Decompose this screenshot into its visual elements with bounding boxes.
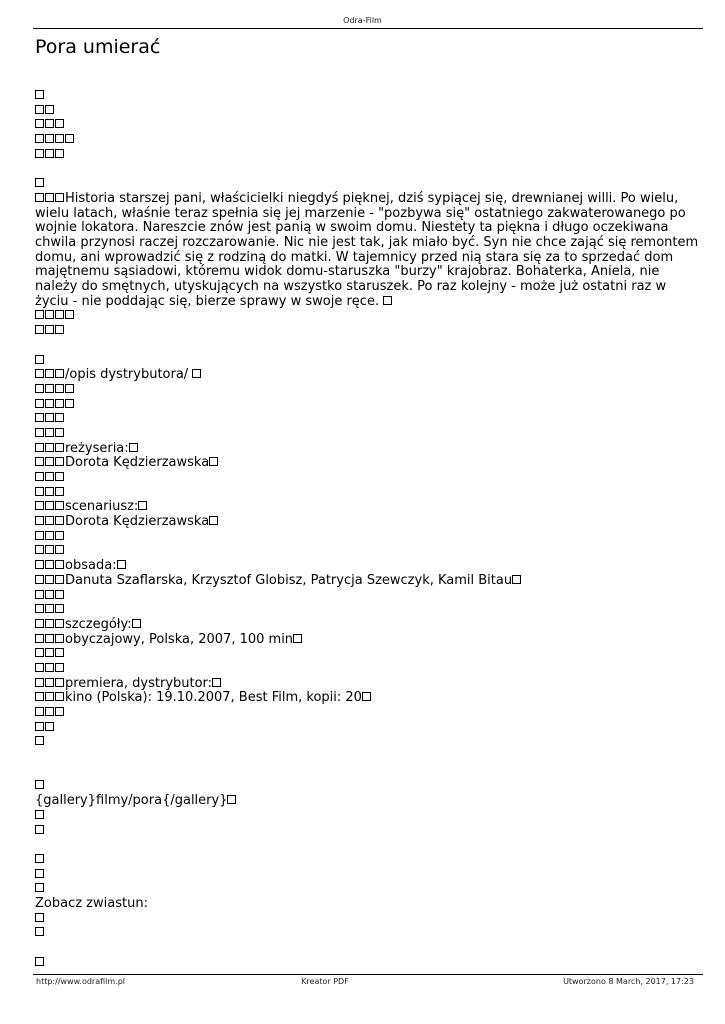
credit-label-line <box>35 677 703 692</box>
credit-label-line <box>35 559 703 574</box>
placeholder-glyph-line <box>35 177 703 192</box>
director-label: reżyseria: <box>65 440 129 456</box>
premiere-value: kino (Polska): 19.10.2007, Best Film, kopii: 20 <box>65 690 362 706</box>
placeholder-glyph-line <box>35 412 703 427</box>
cast-label: obsada: <box>65 558 117 574</box>
placeholder-glyph-line <box>35 133 703 148</box>
placeholder-glyph-line <box>35 148 703 163</box>
header-divider <box>33 28 703 29</box>
film-description <box>35 192 703 310</box>
placeholder-glyph-line <box>35 882 703 897</box>
gallery-tag: {gallery}filmy/pora{/gallery} <box>35 793 228 809</box>
placeholder-glyph-line <box>35 544 703 559</box>
placeholder-glyph-line <box>35 779 703 794</box>
placeholder-glyph-line <box>35 809 703 824</box>
placeholder-glyph-line <box>35 868 703 883</box>
placeholder-glyph-line <box>35 89 703 104</box>
placeholder-glyph-line <box>35 471 703 486</box>
placeholder-glyph-line <box>35 603 703 618</box>
premiere-label: premiera, dystrybutor: <box>65 675 213 691</box>
placeholder-glyph-line <box>35 118 703 133</box>
placeholder-glyph-line <box>35 530 703 545</box>
placeholder-glyph-line <box>35 398 703 413</box>
placeholder-glyph-line <box>35 956 703 971</box>
placeholder-glyph-line <box>35 324 703 339</box>
placeholder-glyph-line <box>35 104 703 119</box>
placeholder-glyph-line <box>35 647 703 662</box>
credit-value-line <box>35 574 703 589</box>
placeholder-glyph-line <box>35 824 703 839</box>
source-note: /opis dystrybutora/ <box>65 367 189 383</box>
writer-label: scenariusz: <box>65 499 139 515</box>
footer-created-date: Utworzono 8 March, 2017, 17:23 <box>563 977 694 986</box>
placeholder-glyph-line <box>35 706 703 721</box>
placeholder-glyph-line <box>35 589 703 604</box>
film-description-text: Historia starszej pani, właścicielki niegdyś pięknej, dziś sypiącej się, drewnianej willi. Po wielu, wielu latach, właśnie teraz spełnia się jej marzenie - "pozbywa się" ostatniego zakwaterowanego po wojnie lokatora. Nareszcie znów jest panią w swoim domu. Niestety ta piękna i długo oczekiwana chwila przynosi raczej rozczarowanie. Nic nie jest tak, jak miało być. Syn nie chce zająć się remontem domu, ani wprowadzić się z rodziną do matki. W tajemnicy przed nią stara się za to sprzedać dom majętnemu sąsiadowi, któremu widok domu-staruszka "burzy" krajobraz. Bohaterka, Aniela, nie należy do smętnych, utyskujących na wszystko staruszek. Po raz kolejny - może już ostatni raz w życiu - nie poddając się, bierze sprawy w swoje ręce. <box>35 190 699 309</box>
writer-value: Dorota Kędzierzawska <box>65 514 210 530</box>
placeholder-glyph-line <box>35 486 703 501</box>
credit-label-line <box>35 500 703 515</box>
article-body <box>35 89 703 970</box>
page-title: Pora umierać <box>35 36 161 58</box>
placeholder-glyph-line <box>35 926 703 941</box>
details-value: obyczajowy, Polska, 2007, 100 min <box>65 631 294 647</box>
placeholder-glyph-line <box>35 383 703 398</box>
director-value: Dorota Kędzierzawska <box>65 455 210 471</box>
credit-label-line <box>35 618 703 633</box>
credit-value-line <box>35 515 703 530</box>
cast-value: Danuta Szaflarska, Krzysztof Globisz, Patrycja Szewczyk, Kamil Bitau <box>65 572 513 588</box>
placeholder-glyph-line <box>35 912 703 927</box>
credit-value-line <box>35 633 703 648</box>
header-site-name: Odra-Film <box>343 16 382 25</box>
placeholder-glyph-line <box>35 721 703 736</box>
footer-divider <box>33 974 703 975</box>
placeholder-glyph-line <box>35 309 703 324</box>
trailer-label: Zobacz zwiastun: <box>35 895 148 911</box>
placeholder-glyph-line <box>35 354 703 369</box>
placeholder-glyph-line <box>35 662 703 677</box>
details-label: szczegóły: <box>65 616 132 632</box>
gallery-line <box>35 794 703 809</box>
credit-value-line <box>35 456 703 471</box>
footer-url[interactable]: http://www.odrafilm.pl <box>36 977 126 986</box>
placeholder-glyph-line <box>35 853 703 868</box>
footer-generator: Kreator PDF <box>301 977 349 986</box>
source-note-line <box>35 368 703 383</box>
placeholder-glyph-line <box>35 735 703 750</box>
credit-value-line <box>35 691 703 706</box>
placeholder-glyph-line <box>35 427 703 442</box>
credit-label-line <box>35 442 703 457</box>
